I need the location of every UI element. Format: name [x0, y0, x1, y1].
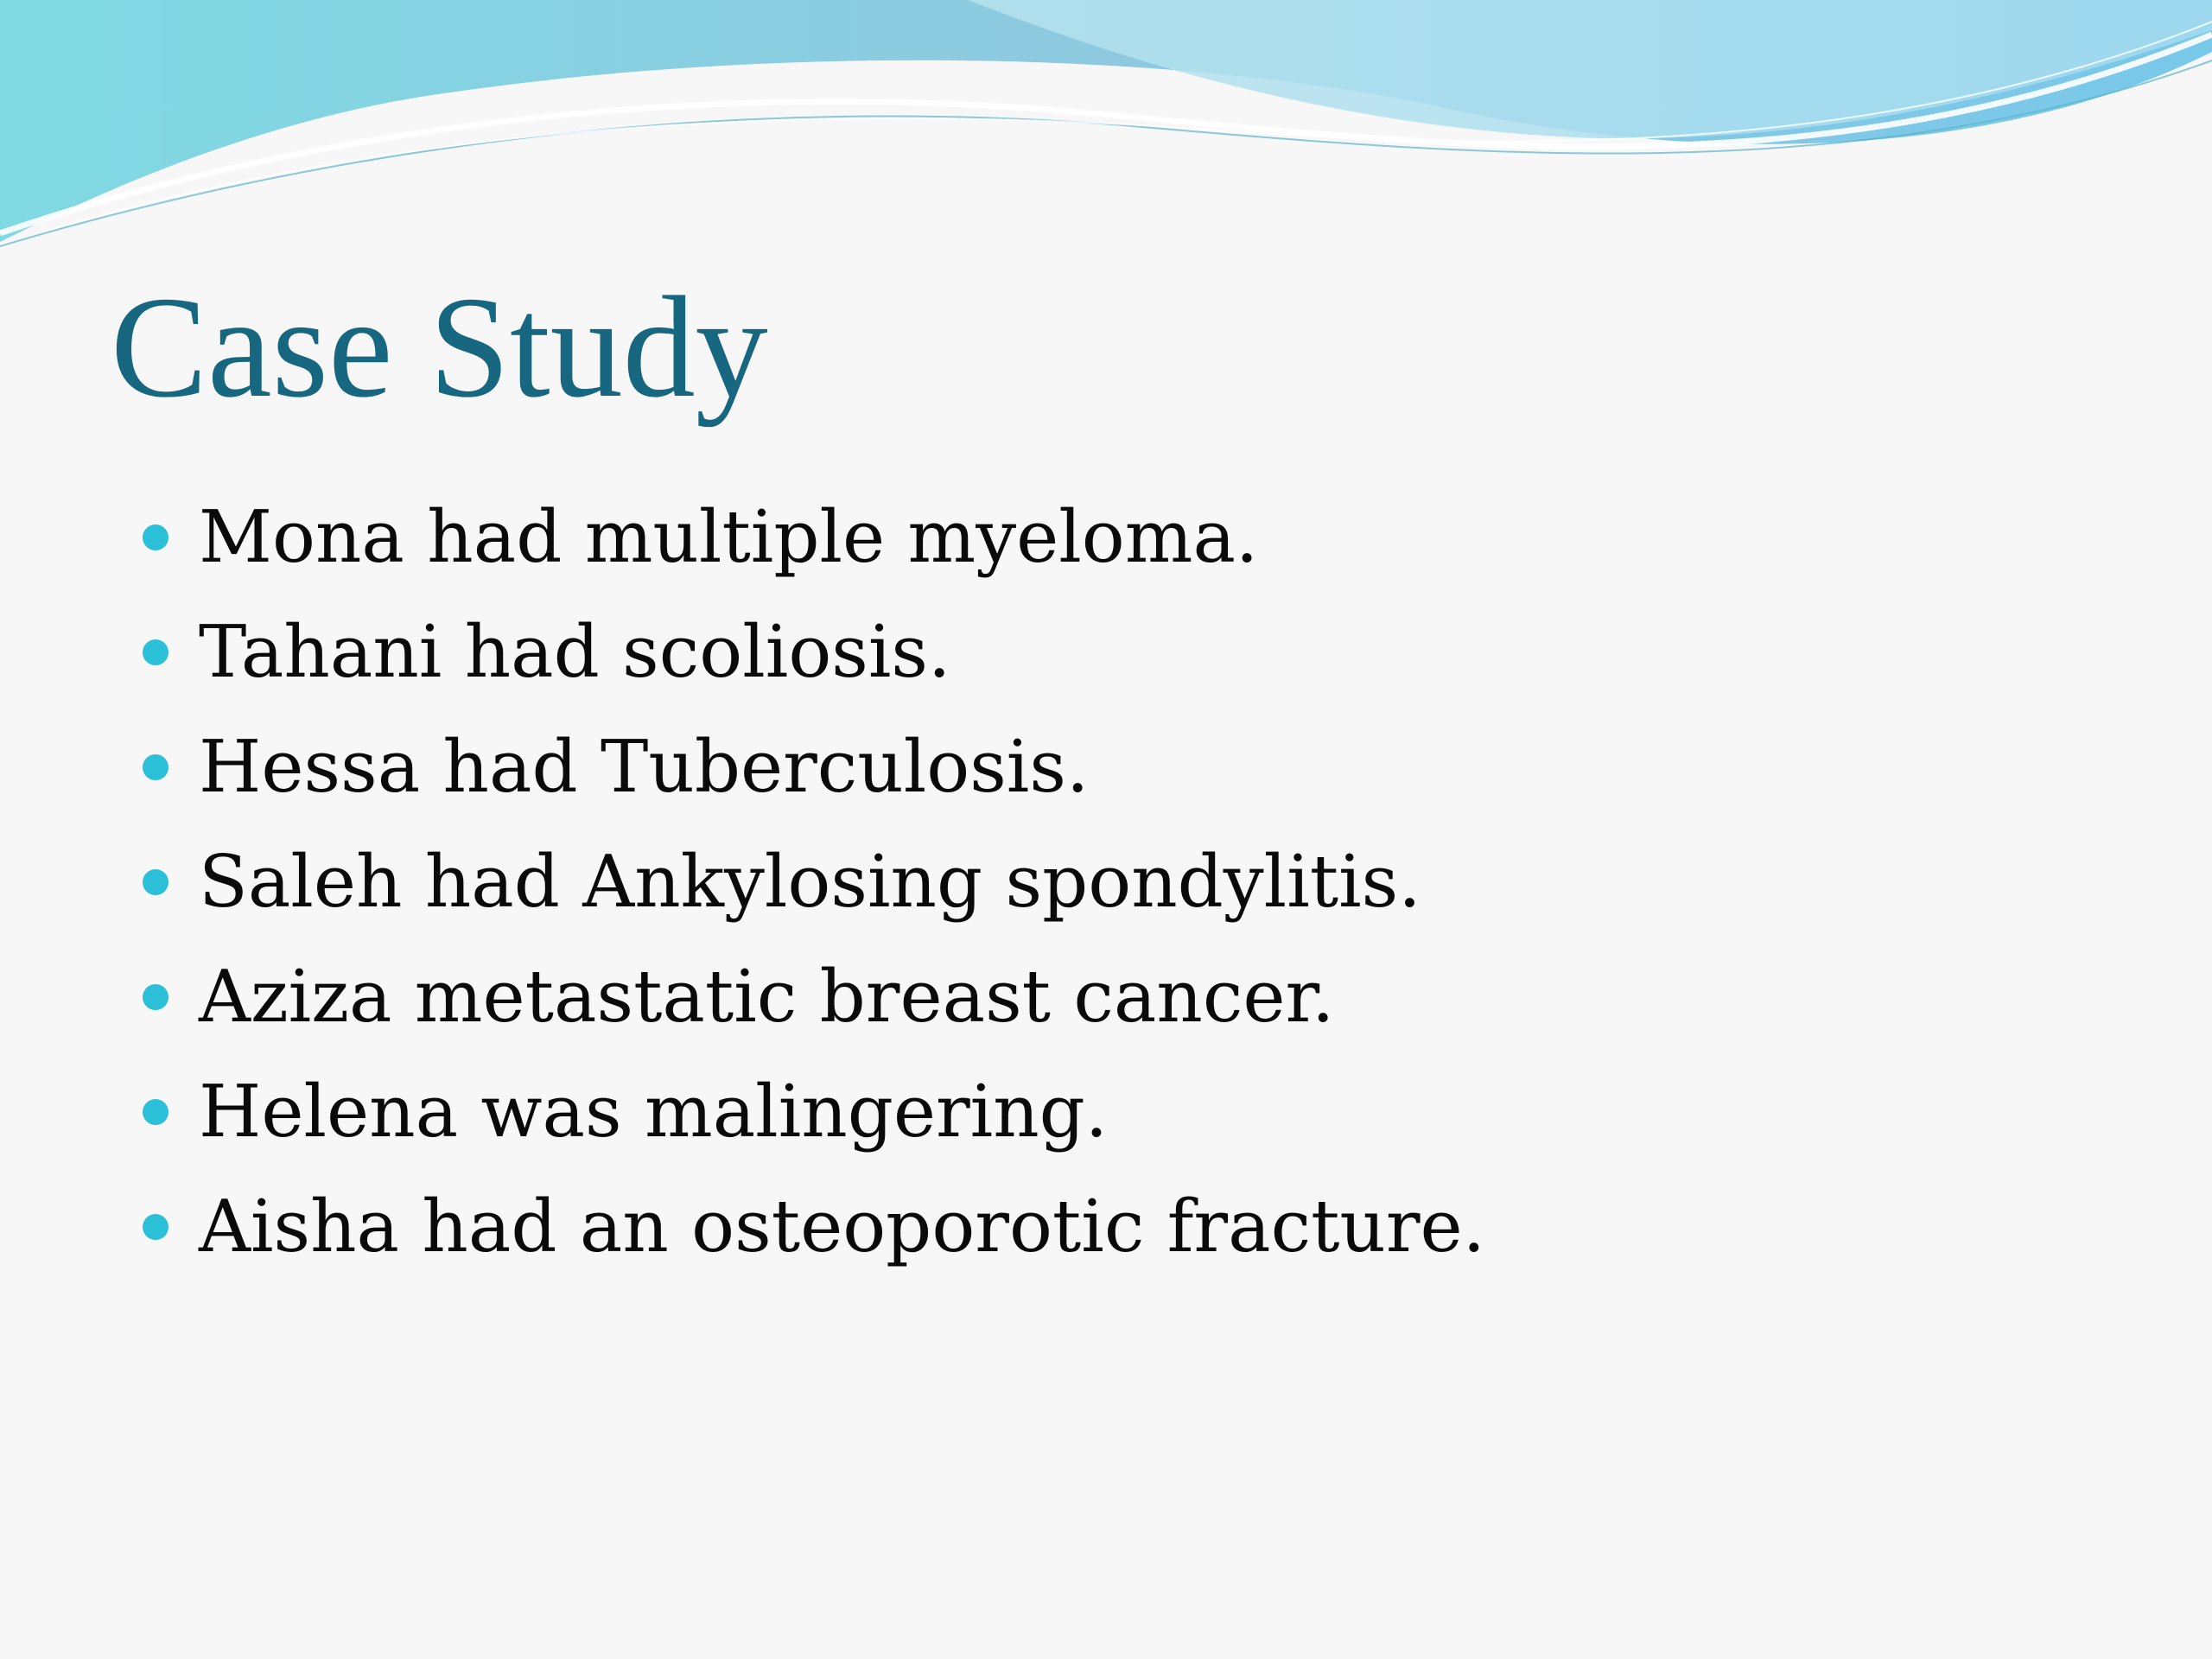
- bullet-text: Saleh had Ankylosing spondylitis.: [199, 840, 1421, 924]
- bullet-text: Helena was malingering.: [199, 1070, 1109, 1154]
- bullet-dot-icon: [143, 754, 168, 780]
- bullet-text: Aisha had an osteoporotic fracture.: [199, 1185, 1486, 1268]
- bullet-text: Mona had multiple myeloma.: [199, 495, 1259, 579]
- bullet-dot-icon: [143, 1099, 168, 1125]
- bullet-dot-icon: [143, 869, 168, 895]
- bullet-text: Aziza metastatic breast cancer.: [199, 955, 1335, 1039]
- bullet-dot-icon: [143, 639, 168, 665]
- bullet-dot-icon: [143, 1214, 168, 1240]
- bullet-dot-icon: [143, 524, 168, 550]
- header-wave-decoration: [0, 0, 2212, 276]
- bullet-text: Tahani had scoliosis.: [199, 610, 951, 694]
- bullet-text: Hessa had Tuberculosis.: [199, 725, 1090, 809]
- bullet-dot-icon: [143, 984, 168, 1010]
- slide-title: Case Study: [111, 267, 768, 428]
